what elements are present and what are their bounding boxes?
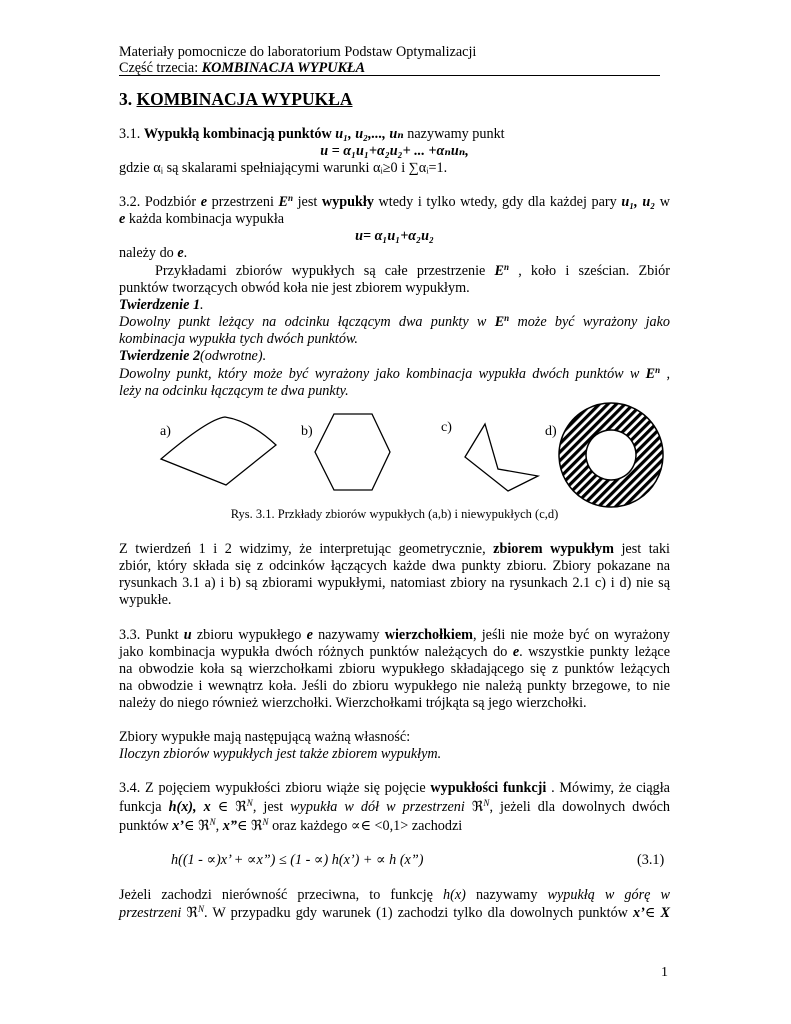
def-3-3-line3: na obwodzie koła są wierzchołkami zbioru wypukłego składającego się z punktów leżących bbox=[119, 661, 670, 677]
theorem-1-title: Twierdzenie 1. bbox=[119, 297, 204, 313]
def-3-4-line4: Jeżeli zachodzi nierówność przeciwna, to funkcję h(x) nazywamy wypukłą w górę w bbox=[119, 887, 670, 903]
page-number: 1 bbox=[661, 965, 668, 980]
equation-3-1-number: (3.1) bbox=[637, 852, 665, 868]
examples-line1: Przykładami zbiorów wypukłych są całe przestrzenie $E^n$ , koło i sześcian. Zbiór bbox=[155, 262, 670, 279]
def-3-3-line4: na obwodzie i wewnątrz koła. Jeśli do zbioru wypukłego nie należą punkty brzegowe, to nie bbox=[119, 678, 670, 694]
header-part-prefix: Część trzecia: bbox=[119, 60, 202, 76]
def-3-1: 3.1. Wypukłą kombinacją punktów u₁, u₂,..., uₙ nazywamy punkt bbox=[119, 126, 505, 142]
header-part-title: KOMBINACJA WYPUKŁA bbox=[201, 60, 366, 76]
property-line2: Iloczyn zbiorów wypukłych jest także zbiorem wypukłym. bbox=[119, 746, 442, 762]
def-3-4-line3: punktów x’∈ ℜ$^N$, x”∈ ℜ$^N$ oraz każdego ∝∈ <0,1> zachodzi bbox=[119, 817, 463, 834]
figure-caption: Rys. 3.1. Przkłady zbiorów wypukłych (a,b) i niewypukłych (c,d) bbox=[230, 507, 559, 521]
theorem-2-line1: Dowolny punkt, który może być wyrażony jako kombinacja wypukła dwóch punktów w $E^n$ , bbox=[119, 365, 670, 382]
shape-b-hexagon bbox=[315, 414, 390, 490]
def-3-4-line2: funkcja h(x), x ∈ ℜ$^N$, jest wypukła w dół w przestrzeni ℜ$^N$, jeżeli dla dowolnych dwóch bbox=[119, 798, 671, 815]
theorem-1-line2: kombinacja wypukła tych dwóch punktów. bbox=[119, 331, 358, 347]
theorem-2-title: Twierdzenie 2(odwrotne). bbox=[119, 348, 267, 364]
def-3-3-line5: należy do niego również wierzchołki. Wierzchołkami trójkąta są jego wierzchołki. bbox=[119, 695, 587, 711]
def-3-4-line1: 3.4. Z pojęciem wypukłości zbioru wiąże się pojęcie wypukłości funkcji . Mówimy, że ciągła bbox=[119, 780, 670, 796]
formula-3-1: u = α₁u₁+α₂u₂+ ... +αₙuₙ, bbox=[320, 143, 469, 159]
running-header-title: Materiały pomocnicze do laboratorium Podstaw Optymalizacji bbox=[119, 44, 477, 60]
para-z-line1: Z twierdzeń 1 i 2 widzimy, że interpretując geometrycznie, zbiorem wypukłym jest taki bbox=[119, 541, 670, 557]
equation-3-1: h((1 - ∝)x’ + ∝x”) ≤ (1 - ∝) h(x’) + ∝ h (x”) bbox=[171, 852, 424, 868]
def-3-2-line2: e każda kombinacja wypukła bbox=[119, 211, 285, 227]
para-z-line4: wypukłe. bbox=[119, 592, 172, 608]
shape-c-nonconvex bbox=[465, 424, 538, 491]
property-line1: Zbiory wypukłe mają następującą ważną własność: bbox=[119, 729, 411, 745]
section-title: 3. KOMBINACJA WYPUKŁA bbox=[119, 89, 353, 109]
def-3-4-line5: przestrzeni ℜ$^N$. W przypadku gdy warunek (1) zachodzi tylko dla dowolnych punktów x’∈ X bbox=[119, 904, 670, 921]
theorem-1-line1: Dowolny punkt leżący na odcinku łączącym dwa punkty w $E^n$ może być wyrażony jako bbox=[119, 313, 671, 330]
shape-a-sector bbox=[161, 417, 276, 485]
def-3-3-line2: jako kombinacja wypukła dwóch różnych punktów należących do e. wszystkie punkty leżące bbox=[119, 644, 670, 660]
theorem-2-line2: leży na odcinku łączącym te dwa punkty. bbox=[119, 383, 349, 399]
def-3-2-line1: 3.2. Podzbiór e przestrzeni $E^n$ jest wypukły wtedy i tylko wtedy, gdy dla każdej pary u₁, u₂ w bbox=[119, 193, 671, 210]
def-3-2-line3: należy do e. bbox=[119, 245, 188, 261]
para-z-line3: rysunkach 3.1 a) i b) są zbiorami wypukłymi, natomiast zbiory na rysunkach 2.1 c) i d) nie są bbox=[119, 575, 670, 591]
para-z-line2: zbiór, który składa się z odcinków łączących każde dwa punkty zbioru. Zbiory pokazane na bbox=[119, 558, 670, 574]
figure-label-a: a) bbox=[160, 424, 171, 439]
figure-label-c: c) bbox=[441, 420, 452, 435]
examples-line2: punktów tworzących obwód koła nie jest zbiorem wypukłym. bbox=[119, 280, 470, 296]
figure-label-d: d) bbox=[545, 424, 557, 439]
shape-d-annulus bbox=[559, 403, 663, 507]
def-3-3-line1: 3.3. Punkt u zbioru wypukłego e nazywamy wierzchołkiem, jeśli nie może być on wyrażony bbox=[119, 627, 670, 643]
figure-label-b: b) bbox=[301, 424, 313, 439]
condition-3-1: gdzie αᵢ są skalarami spełniającymi warunki αᵢ≥0 i ∑αᵢ=1. bbox=[119, 160, 448, 176]
formula-3-2: u= α₁u₁+α₂u₂ bbox=[355, 228, 434, 244]
